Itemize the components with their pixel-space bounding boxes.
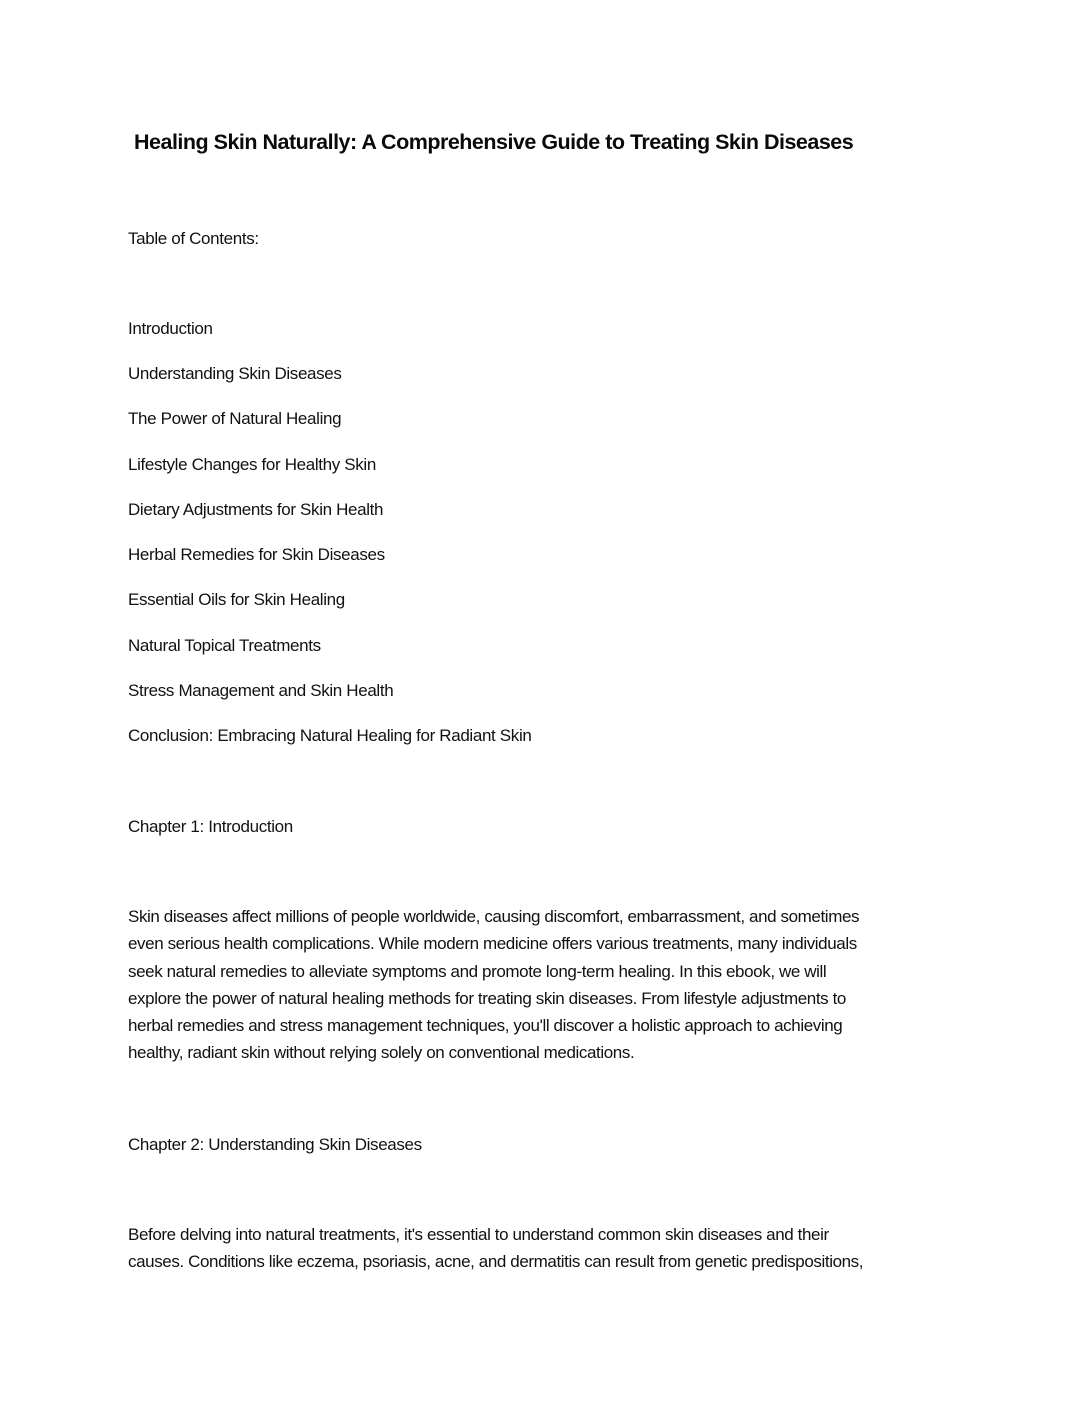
toc-item: Natural Topical Treatments (128, 636, 321, 655)
toc-item: Lifestyle Changes for Healthy Skin (128, 455, 376, 474)
toc-item: Introduction (128, 319, 213, 338)
chapter-1-paragraph (128, 903, 859, 1067)
toc-item: Conclusion: Embracing Natural Healing for Radiant Skin (128, 726, 532, 745)
toc-item: Herbal Remedies for Skin Diseases (128, 545, 385, 564)
chapter-1-heading: Chapter 1: Introduction (128, 817, 293, 836)
paragraph-line: herbal remedies and stress management techniques, you'll discover a holistic approach to achieving (128, 1016, 843, 1036)
paragraph-line: causes. Conditions like eczema, psoriasis, acne, and dermatitis can result from genetic predispositions, (128, 1252, 864, 1272)
toc-item: Understanding Skin Diseases (128, 364, 342, 383)
toc-item: The Power of Natural Healing (128, 409, 342, 428)
paragraph-line: healthy, radiant skin without relying solely on conventional medications. (128, 1043, 635, 1063)
chapter-2-paragraph (128, 1221, 863, 1276)
toc-item: Stress Management and Skin Health (128, 681, 394, 700)
toc-item: Dietary Adjustments for Skin Health (128, 500, 384, 519)
paragraph-line: Before delving into natural treatments, it's essential to understand common skin diseases and their (128, 1225, 829, 1244)
chapter-2-heading: Chapter 2: Understanding Skin Diseases (128, 1135, 422, 1154)
toc-heading: Table of Contents: (128, 229, 259, 248)
paragraph-line: explore the power of natural healing methods for treating skin diseases. From lifestyle adjustments to (128, 988, 846, 1008)
paragraph-line: Skin diseases affect millions of people worldwide, causing discomfort, embarrassment, and sometimes (128, 907, 860, 926)
document-title: Healing Skin Naturally: A Comprehensive Guide to Treating Skin Diseases (134, 130, 854, 154)
paragraph-line: even serious health complications. While modern medicine offers various treatments, many individuals (128, 934, 857, 954)
paragraph-line: seek natural remedies to alleviate symptoms and promote long-term healing. In this ebook, we will (128, 961, 827, 981)
toc-item: Essential Oils for Skin Healing (128, 590, 345, 609)
